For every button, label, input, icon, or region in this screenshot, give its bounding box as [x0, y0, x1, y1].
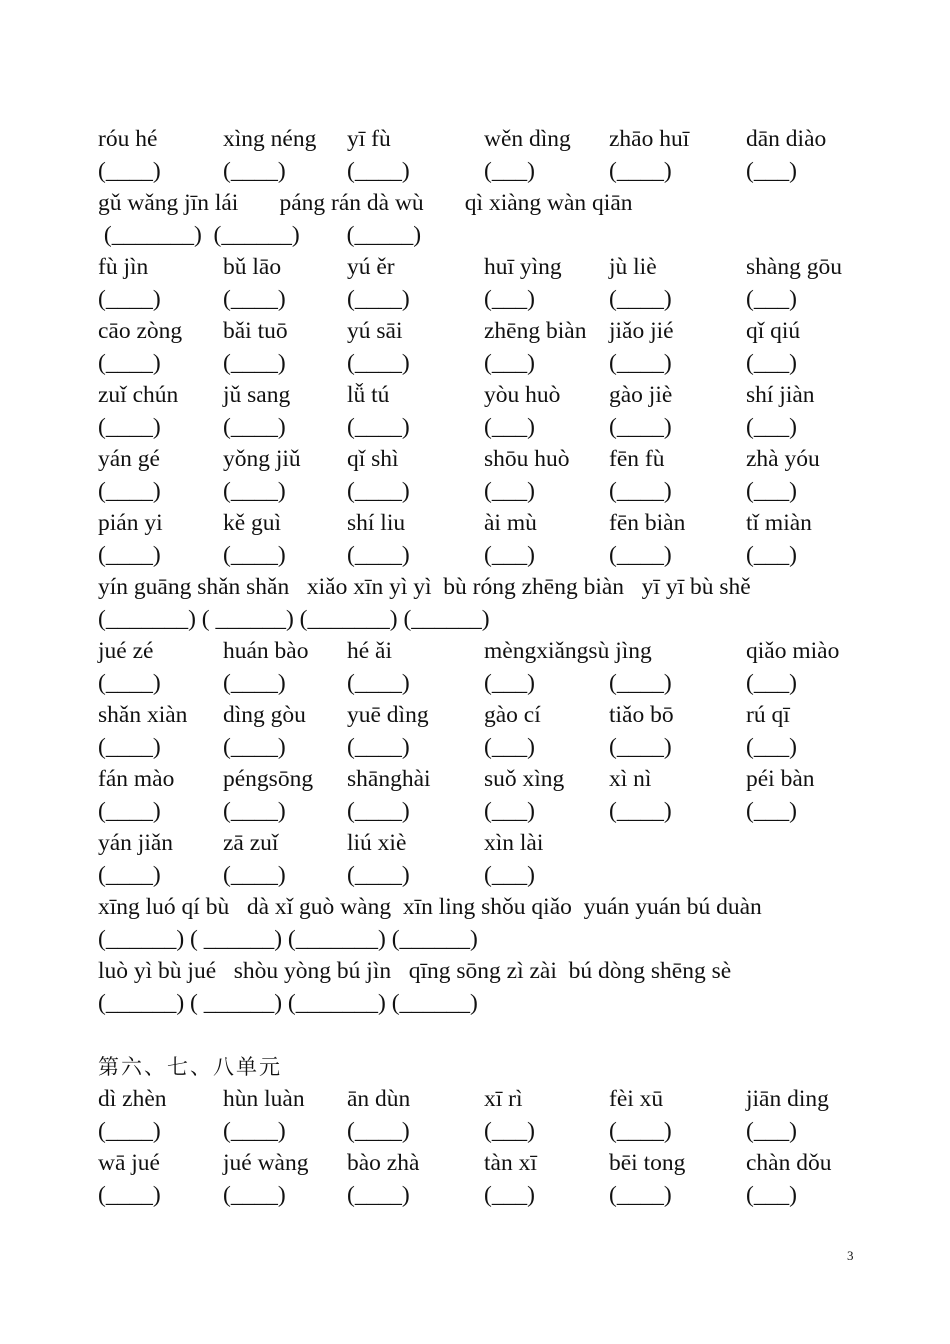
blank-row — [98, 731, 868, 763]
pinyin-word: wā jué — [98, 1150, 160, 1176]
pinyin-row — [98, 1083, 868, 1115]
pinyin-word: shí liu — [347, 510, 406, 536]
answer-blank[interactable]: (___) — [484, 414, 535, 440]
answer-blank[interactable]: (___) — [484, 670, 535, 696]
pinyin-word: tǐ miàn — [746, 510, 812, 536]
answer-blank[interactable]: (____) — [223, 286, 286, 312]
idiom-blanks[interactable]: (_______) ( ______) (_______) (______) — [98, 606, 490, 632]
pinyin-word: zuǐ chún — [98, 382, 179, 408]
pinyin-word: hùn luàn — [223, 1086, 305, 1112]
blank-row — [98, 667, 868, 699]
pinyin-word: xì nì — [609, 766, 652, 792]
answer-blank[interactable]: (____) — [347, 734, 410, 760]
pinyin-word: huī yìng — [484, 254, 562, 280]
pinyin-row — [98, 379, 868, 411]
answer-blank[interactable]: (____) — [98, 862, 161, 888]
blank-row — [98, 155, 868, 187]
pinyin-word: xìng néng — [223, 126, 317, 152]
answer-blank[interactable]: (____) — [609, 734, 672, 760]
answer-blank[interactable]: (____) — [347, 1118, 410, 1144]
pinyin-row — [98, 1147, 868, 1179]
pinyin-word: shōu huò — [484, 446, 570, 472]
pinyin-word: dìng gòu — [223, 702, 306, 728]
answer-blank[interactable]: (____) — [223, 350, 286, 376]
answer-blank[interactable]: (____) — [347, 350, 410, 376]
worksheet — [98, 123, 868, 1211]
answer-blank[interactable]: (___) — [746, 158, 797, 184]
answer-blank[interactable]: (____) — [223, 734, 286, 760]
pinyin-word: dān diào — [746, 126, 827, 152]
idiom-pinyin-row — [98, 955, 868, 987]
answer-blank[interactable]: (____) — [347, 286, 410, 312]
idiom-blank-row — [98, 987, 868, 1019]
pinyin-word: fù jìn — [98, 254, 149, 280]
answer-blank[interactable]: (____) — [609, 798, 672, 824]
pinyin-word: dì zhèn — [98, 1086, 167, 1112]
pinyin-row — [98, 507, 868, 539]
pinyin-row — [98, 827, 868, 859]
blank-row — [98, 411, 868, 443]
answer-blank[interactable]: (___) — [746, 478, 797, 504]
answer-blank[interactable]: (____) — [223, 414, 286, 440]
idiom-pinyin-row — [98, 187, 868, 219]
answer-blank[interactable]: (____) — [223, 158, 286, 184]
pinyin-word: zhà yóu — [746, 446, 820, 472]
pinyin-word: yǒng jiǔ — [223, 446, 301, 472]
pinyin-word: chàn dǒu — [746, 1150, 832, 1176]
pinyin-word: yuē dìng — [347, 702, 429, 728]
idiom-blanks[interactable]: (______) ( ______) (_______) (______) — [98, 990, 478, 1016]
pinyin-word: péngsōng — [223, 766, 314, 792]
pinyin-row — [98, 763, 868, 795]
answer-blank[interactable]: (___) — [484, 1182, 535, 1208]
answer-blank[interactable]: (____) — [609, 350, 672, 376]
pinyin-word: shí jiàn — [746, 382, 815, 408]
spacer — [98, 1019, 868, 1051]
answer-blank[interactable]: (____) — [223, 1182, 286, 1208]
pinyin-word: bēi tong — [609, 1150, 686, 1176]
page-number: 3 — [847, 1248, 854, 1263]
answer-blank[interactable]: (___) — [484, 478, 535, 504]
pinyin-word: zā zuǐ — [223, 830, 279, 856]
answer-blank[interactable]: (____) — [98, 1182, 161, 1208]
pinyin-word: yán gé — [98, 446, 160, 472]
pinyin-word: qiǎo miào — [746, 638, 840, 664]
answer-blank[interactable]: (____) — [98, 286, 161, 312]
answer-blank[interactable]: (____) — [98, 542, 161, 568]
pinyin-word: wěn dìng — [484, 126, 571, 152]
answer-blank[interactable]: (___) — [746, 286, 797, 312]
blank-row — [98, 283, 868, 315]
idiom-blank-row — [98, 219, 868, 251]
pinyin-word: fēn fù — [609, 446, 665, 472]
section-heading-row — [98, 1051, 868, 1083]
blank-row — [98, 795, 868, 827]
pinyin-word: xī rì — [484, 1086, 523, 1112]
pinyin-word: yú sāi — [347, 318, 403, 344]
answer-blank[interactable]: (___) — [746, 1182, 797, 1208]
pinyin-word: gào jiè — [609, 382, 673, 408]
pinyin-word: bào zhà — [347, 1150, 420, 1176]
pinyin-word: yán jiǎn — [98, 830, 174, 856]
answer-blank[interactable]: (___) — [484, 542, 535, 568]
pinyin-word: gào cí — [484, 702, 541, 728]
idiom-blank-row — [98, 603, 868, 635]
answer-blank[interactable]: (____) — [223, 862, 286, 888]
pinyin-word: yú ěr — [347, 254, 395, 280]
answer-blank[interactable]: (____) — [609, 158, 672, 184]
blank-row — [98, 347, 868, 379]
answer-blank[interactable]: (____) — [609, 286, 672, 312]
idiom-pinyin: gǔ wǎng jīn lái páng rán dà wù qì xiàng wàn qiān — [98, 190, 633, 216]
pinyin-word: huán bào — [223, 638, 309, 664]
idiom-blanks[interactable]: (_______) (______) (_____) — [98, 222, 422, 248]
pinyin-word: bǔ lāo — [223, 254, 282, 280]
answer-blank[interactable]: (____) — [347, 798, 410, 824]
answer-blank[interactable]: (____) — [609, 414, 672, 440]
answer-blank[interactable]: (____) — [223, 670, 286, 696]
answer-blank[interactable]: (___) — [746, 798, 797, 824]
pinyin-word: suǒ xìng — [484, 766, 565, 792]
pinyin-word: fán mào — [98, 766, 175, 792]
pinyin-word: zhēng biàn — [484, 318, 587, 344]
answer-blank[interactable]: (____) — [98, 1118, 161, 1144]
answer-blank[interactable]: (____) — [347, 862, 410, 888]
pinyin-word: pián yi — [98, 510, 163, 536]
idiom-pinyin: luò yì bù jué shòu yòng bú jìn qīng sōng zì zài bú dòng shēng sè — [98, 958, 732, 984]
answer-blank[interactable]: (___) — [746, 734, 797, 760]
pinyin-word: hé ǎi — [347, 638, 393, 664]
pinyin-word: shǎn xiàn — [98, 702, 188, 728]
pinyin-word: tàn xī — [484, 1150, 537, 1176]
answer-blank[interactable]: (___) — [484, 862, 535, 888]
pinyin-word: zhāo huī — [609, 126, 690, 152]
pinyin-word: kě guì — [223, 510, 282, 536]
idiom-pinyin-row — [98, 571, 868, 603]
answer-blank[interactable]: (____) — [347, 670, 410, 696]
answer-blank[interactable]: (____) — [347, 478, 410, 504]
blank-row — [98, 859, 868, 891]
answer-blank[interactable]: (___) — [484, 798, 535, 824]
answer-blank[interactable]: (____) — [223, 1118, 286, 1144]
answer-blank[interactable]: (____) — [98, 414, 161, 440]
pinyin-row — [98, 315, 868, 347]
blank-row — [98, 539, 868, 571]
pinyin-word: rú qī — [746, 702, 790, 728]
answer-blank[interactable]: (____) — [98, 350, 161, 376]
answer-blank[interactable]: (____) — [347, 542, 410, 568]
pinyin-word: jué zé — [98, 638, 154, 664]
pinyin-word: bǎi tuō — [223, 318, 288, 344]
answer-blank[interactable]: (____) — [347, 1182, 410, 1208]
answer-blank[interactable]: (____) — [98, 670, 161, 696]
pinyin-word: jiān ding — [746, 1086, 829, 1112]
answer-blank[interactable]: (____) — [609, 1118, 672, 1144]
pinyin-word: jué wàng — [223, 1150, 309, 1176]
answer-blank[interactable]: (___) — [484, 734, 535, 760]
idiom-blanks[interactable]: (______) ( ______) (_______) (______) — [98, 926, 478, 952]
answer-blank[interactable]: (____) — [347, 414, 410, 440]
pinyin-row — [98, 123, 868, 155]
pinyin-word: yòu huò — [484, 382, 561, 408]
answer-blank[interactable]: (____) — [223, 478, 286, 504]
answer-blank[interactable]: (___) — [746, 670, 797, 696]
answer-blank[interactable]: (___) — [484, 350, 535, 376]
answer-blank[interactable]: (____) — [223, 798, 286, 824]
answer-blank[interactable]: (____) — [98, 158, 161, 184]
pinyin-row — [98, 635, 868, 667]
answer-blank[interactable]: (____) — [98, 478, 161, 504]
answer-blank[interactable]: (____) — [347, 158, 410, 184]
answer-blank[interactable]: (____) — [98, 734, 161, 760]
pinyin-word: jǔ sang — [223, 382, 291, 408]
pinyin-word: cāo zòng — [98, 318, 183, 344]
pinyin-word: shàng gōu — [746, 254, 842, 280]
answer-blank[interactable]: (___) — [484, 286, 535, 312]
pinyin-row — [98, 443, 868, 475]
answer-blank[interactable]: (____) — [609, 670, 672, 696]
pinyin-word: fèi xū — [609, 1086, 664, 1112]
pinyin-word: jiǎo jié — [609, 318, 674, 344]
answer-blank[interactable]: (____) — [98, 798, 161, 824]
pinyin-word: fēn biàn — [609, 510, 686, 536]
answer-blank[interactable]: (___) — [484, 1118, 535, 1144]
answer-blank[interactable]: (____) — [609, 542, 672, 568]
pinyin-word: lǚ tú — [347, 382, 390, 408]
pinyin-word: shānghài — [347, 766, 431, 792]
pinyin-word: yī fù — [347, 126, 391, 152]
answer-blank[interactable]: (___) — [746, 542, 797, 568]
pinyin-word: ān dùn — [347, 1086, 411, 1112]
pinyin-word: róu hé — [98, 126, 158, 152]
answer-blank[interactable]: (____) — [609, 1182, 672, 1208]
answer-blank[interactable]: (___) — [484, 158, 535, 184]
answer-blank[interactable]: (___) — [746, 1118, 797, 1144]
blank-row — [98, 1115, 868, 1147]
pinyin-word: liú xiè — [347, 830, 407, 856]
answer-blank[interactable]: (____) — [609, 478, 672, 504]
pinyin-word: péi bàn — [746, 766, 815, 792]
idiom-pinyin-row — [98, 891, 868, 923]
idiom-pinyin: yín guāng shǎn shǎn xiǎo xīn yì yì bù róng zhēng biàn yī yī bù shě — [98, 574, 751, 600]
answer-blank[interactable]: (___) — [746, 414, 797, 440]
section-title: 第六、七、八单元 — [98, 1055, 282, 1079]
pinyin-word: ài mù — [484, 510, 537, 536]
pinyin-word: jù liè — [609, 254, 657, 280]
pinyin-word: tiǎo bō — [609, 702, 674, 728]
pinyin-row — [98, 251, 868, 283]
blank-row — [98, 1179, 868, 1211]
pinyin-word: qǐ qiú — [746, 318, 801, 344]
pinyin-word: xìn lài — [484, 830, 544, 856]
idiom-blank-row — [98, 923, 868, 955]
pinyin-word: mèngxiǎngsù jìng — [484, 638, 652, 664]
pinyin-row — [98, 699, 868, 731]
idiom-pinyin: xīng luó qí bù dà xǐ guò wàng xīn ling shǒu qiǎo yuán yuán bú duàn — [98, 894, 762, 920]
answer-blank[interactable]: (___) — [746, 350, 797, 376]
pinyin-word: qǐ shì — [347, 446, 399, 472]
blank-row — [98, 475, 868, 507]
answer-blank[interactable]: (____) — [223, 542, 286, 568]
